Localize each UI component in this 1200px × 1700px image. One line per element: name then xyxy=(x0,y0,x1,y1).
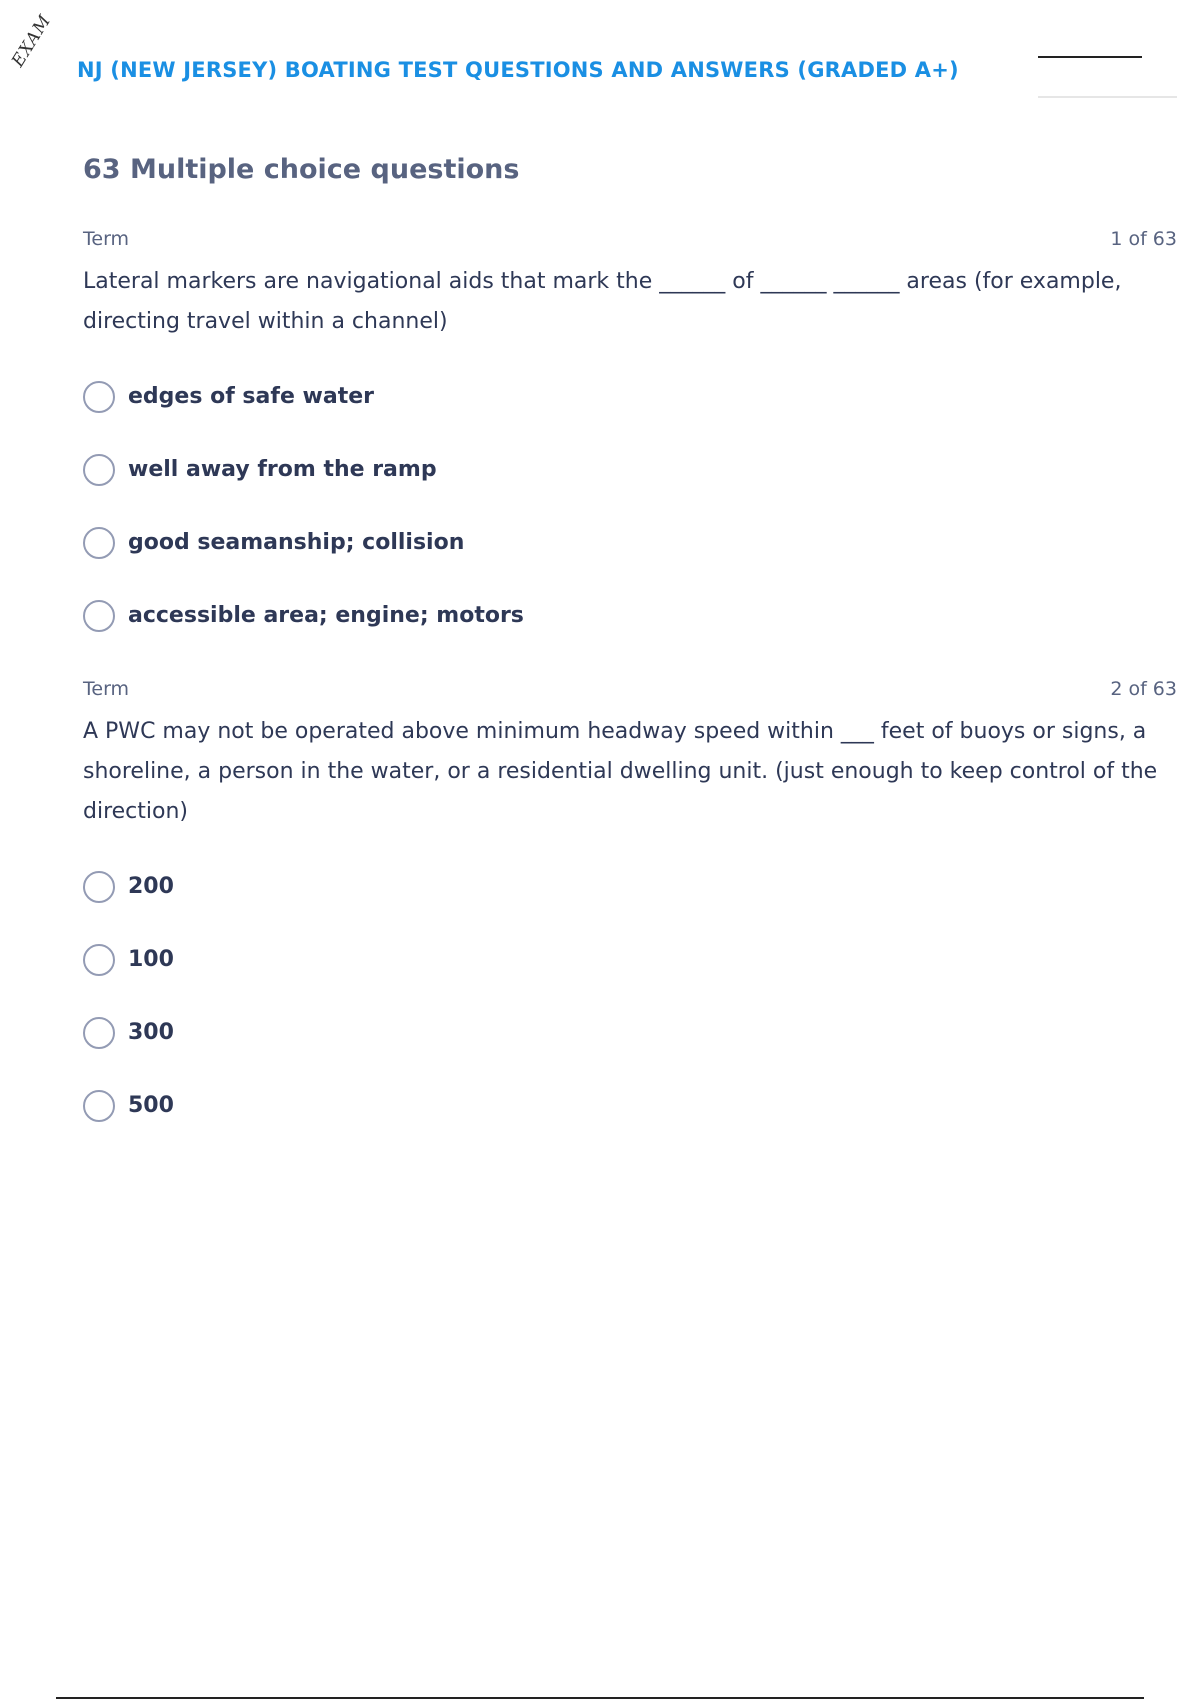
question-counter: 1 of 63 xyxy=(1110,228,1177,250)
exam-watermark: EXAM xyxy=(8,11,56,71)
question-text: Lateral markers are navigational aids that mark the ______ of ______ ______ areas (for example, directing travel within a channel) xyxy=(83,269,1122,334)
answer-option[interactable] xyxy=(83,923,1177,996)
radio-button[interactable] xyxy=(83,944,115,976)
document-title: NJ (NEW JERSEY) BOATING TEST QUESTIONS AND ANSWERS (GRADED A+) xyxy=(77,58,959,82)
question-header xyxy=(83,676,1177,702)
question-text: A PWC may not be operated above minimum headway speed within ___ feet of buoys or signs, a shoreline, a person in the water, or a residential dwelling unit. (just enough to keep control of the direction) xyxy=(83,719,1158,824)
question-label: Term xyxy=(83,228,130,250)
question-header xyxy=(83,226,1177,252)
section-heading: 63 Multiple choice questions xyxy=(83,154,520,185)
answer-option[interactable] xyxy=(83,579,1177,652)
radio-button[interactable] xyxy=(83,527,115,559)
radio-button[interactable] xyxy=(83,454,115,486)
answer-option-label: edges of safe water xyxy=(128,384,374,409)
header-rule-light xyxy=(1038,96,1177,98)
question-counter: 2 of 63 xyxy=(1110,678,1177,700)
radio-button[interactable] xyxy=(83,871,115,903)
answer-option-label: accessible area; engine; motors xyxy=(128,603,524,628)
question-card xyxy=(83,676,1177,1142)
answer-option[interactable] xyxy=(83,996,1177,1069)
answer-option-label: 300 xyxy=(128,1020,174,1045)
answer-option-label: 100 xyxy=(128,947,174,972)
answer-option-label: 500 xyxy=(128,1093,174,1118)
header-rule xyxy=(1038,56,1142,58)
radio-button[interactable] xyxy=(83,600,115,632)
footer-rule xyxy=(56,1697,1144,1699)
radio-button[interactable] xyxy=(83,1090,115,1122)
answer-option-label: good seamanship; collision xyxy=(128,530,465,555)
question-label: Term xyxy=(83,678,130,700)
radio-button[interactable] xyxy=(83,1017,115,1049)
answer-option[interactable] xyxy=(83,506,1177,579)
answer-option[interactable] xyxy=(83,1069,1177,1142)
answer-option-label: well away from the ramp xyxy=(128,457,437,482)
answer-option[interactable] xyxy=(83,360,1177,433)
radio-button[interactable] xyxy=(83,381,115,413)
question-card xyxy=(83,226,1177,652)
answer-option[interactable] xyxy=(83,850,1177,923)
answer-option-label: 200 xyxy=(128,874,174,899)
question-list xyxy=(83,150,1177,1166)
answer-option[interactable] xyxy=(83,433,1177,506)
